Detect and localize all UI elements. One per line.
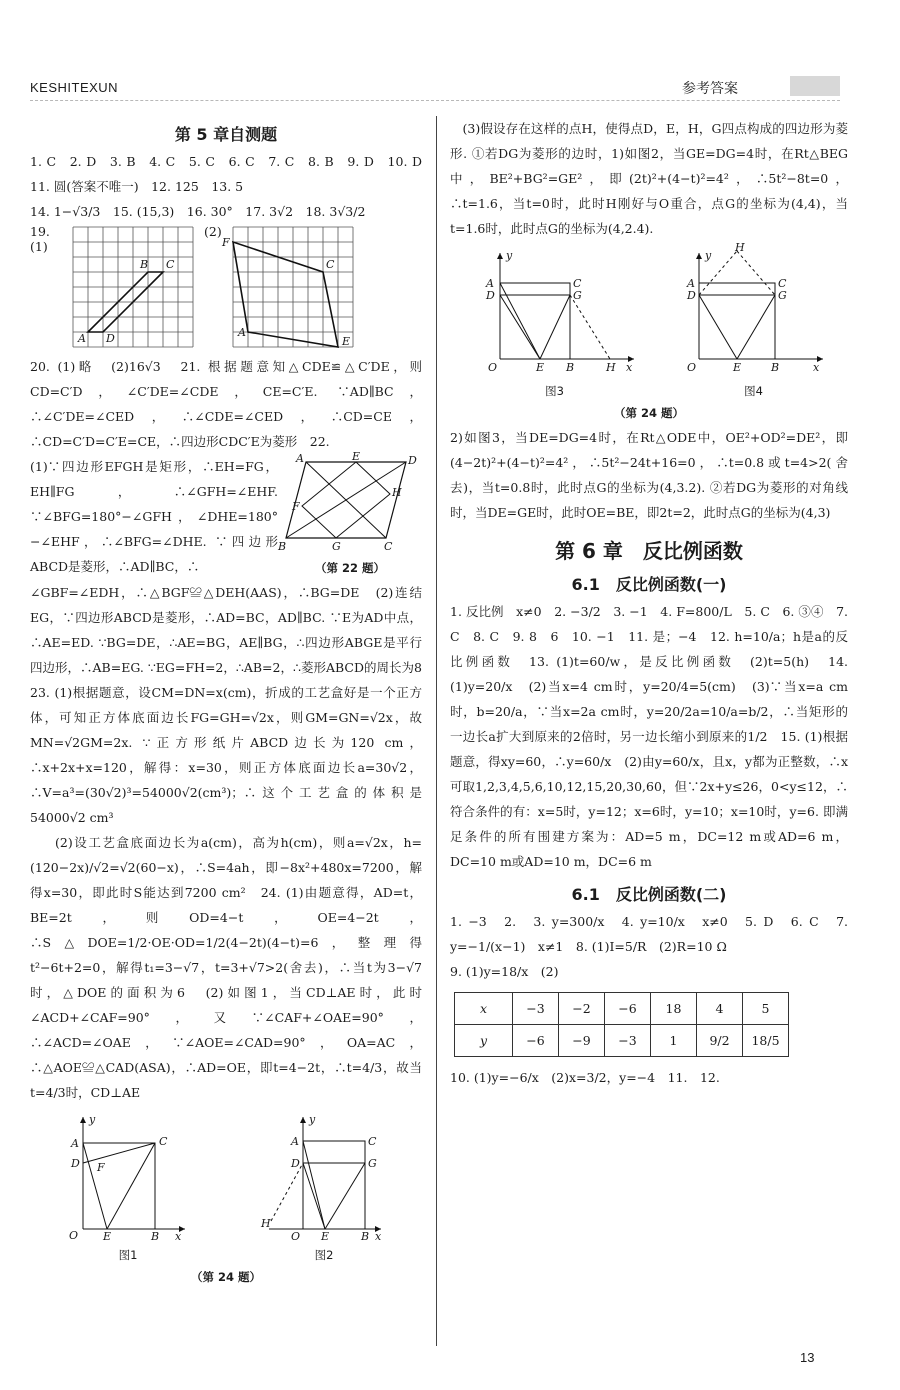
label-C: C bbox=[159, 1135, 168, 1148]
label-y: y bbox=[309, 1113, 316, 1126]
q19b-label: (2) bbox=[204, 224, 222, 239]
answers-14-18: 14. 1−√3/3 15. (15,3) 16. 30° 17. 3√2 18. 3√3/2 bbox=[30, 204, 366, 219]
label-D: D bbox=[408, 454, 417, 467]
label-A: A bbox=[291, 1135, 299, 1148]
table-cell: x bbox=[455, 993, 513, 1025]
label-D: D bbox=[291, 1157, 300, 1170]
table-cell: 4 bbox=[697, 993, 743, 1025]
right-column bbox=[450, 116, 848, 1090]
label-B: B bbox=[770, 361, 779, 374]
label-E: E bbox=[342, 335, 351, 348]
table-cell: 1 bbox=[651, 1025, 697, 1057]
fig2-caption: 图2 bbox=[314, 1248, 334, 1262]
header-title: 参考答案 bbox=[682, 81, 738, 97]
section-6-1-part1-title: 6.1 反比例函数(一) bbox=[571, 575, 727, 594]
fig22-caption: （第 22 题） bbox=[314, 561, 385, 575]
label-E: E bbox=[321, 1230, 330, 1243]
header-tab-decoration bbox=[790, 76, 840, 96]
label-x: x bbox=[625, 361, 632, 374]
label-O: O bbox=[69, 1229, 79, 1242]
left-column bbox=[30, 116, 435, 1289]
label-O: O bbox=[686, 361, 696, 374]
fig24-right-caption: （第 24 题） bbox=[613, 406, 684, 420]
answers-20-22: 20. (1)略 (2)16√3 21. 根据题意知△CDE≌△C′DE，则CD=C′D，∠C′DE=∠CDE，CE=C′E. ∵AD∥BC，∴∠C′DE=∠CED，∴∠CDE=∠CED，∴CD=CE，∴CD=C′D=C′E=CE，∴四边形CDC′E为菱形 22. bbox=[30, 359, 422, 449]
label-C: C bbox=[384, 540, 393, 553]
page-number: 13 bbox=[800, 1350, 815, 1365]
q19-figures bbox=[30, 224, 422, 350]
fig3-caption: 图3 bbox=[545, 384, 564, 398]
section-6-1-part2-title: 6.1 反比例函数(二) bbox=[571, 885, 727, 904]
brand-text: KESHITEXUN bbox=[30, 80, 119, 95]
label-E: E bbox=[103, 1230, 112, 1243]
label-x: x bbox=[375, 1230, 382, 1243]
answer-24-part3-cont: 2)如图3，当DE=DG=4时，在Rt△ODE中，OE²+OD²=DE²，即(4−2t)²+(4−t)²=4²，∴5t²−24t+16=0，∴t=0.8或t=4>2(舍去)，当t=0.8时，此时点G的坐标为(4,3.2). ②若DG为菱形的对角线时，当DE=GE时，此时OE=BE，即2t=2，此时点G的坐标为(4,3) bbox=[450, 430, 848, 520]
q19-grid-figure-1 bbox=[70, 224, 196, 350]
label-A2: A bbox=[238, 326, 246, 339]
label-y: y bbox=[505, 249, 512, 262]
label-F: F bbox=[222, 236, 230, 249]
label-C: C bbox=[572, 277, 581, 290]
label-A: A bbox=[78, 332, 86, 345]
figure-3-wrap bbox=[470, 247, 640, 403]
label-D: D bbox=[106, 332, 115, 345]
label-C: C bbox=[166, 258, 175, 271]
q22-figure-wrap bbox=[278, 450, 422, 580]
table-cell: 18 bbox=[651, 993, 697, 1025]
table-cell: −2 bbox=[559, 993, 605, 1025]
label-E: E bbox=[732, 361, 741, 374]
label-H: H bbox=[734, 241, 745, 254]
label-A: A bbox=[71, 1137, 79, 1150]
label-C: C bbox=[368, 1135, 377, 1148]
figure-4-wrap bbox=[679, 241, 829, 403]
chapter-6-title: 第 6 章 反比例函数 bbox=[555, 539, 743, 563]
label-G: G bbox=[368, 1157, 377, 1170]
header-rule bbox=[30, 100, 840, 101]
page-header bbox=[30, 72, 840, 102]
label-E: E bbox=[535, 361, 544, 374]
figure-1-wrap bbox=[63, 1111, 193, 1267]
label-C: C bbox=[777, 277, 786, 290]
fig24-left-caption: （第 24 题） bbox=[190, 1270, 261, 1284]
q22-figure bbox=[278, 450, 422, 554]
table-cell: 5 bbox=[743, 993, 789, 1025]
figure-2 bbox=[259, 1111, 389, 1241]
label-B: B bbox=[140, 258, 149, 271]
label-G: G bbox=[777, 289, 787, 302]
label-A: A bbox=[485, 277, 494, 290]
label-O: O bbox=[291, 1230, 301, 1243]
label-y: y bbox=[89, 1113, 96, 1126]
label-E: E bbox=[352, 450, 361, 463]
table-row-x bbox=[455, 993, 789, 1025]
label-B: B bbox=[565, 361, 574, 374]
label-B: B bbox=[151, 1230, 160, 1243]
label-B: B bbox=[361, 1230, 370, 1243]
label-A: A bbox=[686, 277, 695, 290]
label-G: G bbox=[572, 289, 582, 302]
answers-1-13: 1. C 2. D 3. B 4. C 5. C 6. C 7. C 8. B 9. D 10. D 11. 圆(答案不唯一) 12. 125 13. 5 bbox=[30, 154, 435, 194]
table-cell: −3 bbox=[605, 1025, 651, 1057]
label-H: H bbox=[261, 1217, 271, 1230]
label-x: x bbox=[175, 1230, 182, 1243]
label-D: D bbox=[686, 289, 696, 302]
table-cell: 9/2 bbox=[697, 1025, 743, 1057]
figure-4 bbox=[679, 241, 829, 377]
label-y: y bbox=[704, 249, 711, 262]
section-6-1-part1-answers: 1. 反比例 x≠0 2. −3/2 3. −1 4. F=800/L 5. C 6. ③④ 7. C 8. C 9. 8 6 10. −1 11. 是；−4 12. h=10/a；h是a的反比例函数 13. (1)t=60/w，是反比例函数 (2)t=5(h) 14. (1)y=20/x (2)当x=4 cm时，y=20/4=5(cm) (3)∵当x=a cm时，b=20/a，∵当x=2a cm时，y=20/2a=10/a=b/2，∴当矩形的一边长a扩大到原来的2倍时，另一边长缩小到原来的1/2 15. (1)根据题意，得xy=60，∴y=60/x (2)由y=60/x，且x，y都为正整数，∴x可取1,2,3,4,5,6,10,12,15,20,30,60，但∵2x+y≤26，0<y≤12，∴符合条件的有：x=5时，y=12；x=6时，y=10；x=10时，y=6. 即满足条件的所有围建方案为：AD=5 m，DC=12 m或AD=6 m，DC=10 m或AD=10 m，DC=6 m bbox=[450, 604, 848, 869]
table-cell: −3 bbox=[513, 993, 559, 1025]
q19-label: 19. (1) bbox=[30, 224, 50, 254]
q22-block bbox=[30, 450, 422, 580]
label-H: H bbox=[392, 486, 402, 499]
label-G: G bbox=[332, 540, 341, 553]
label-H: H bbox=[605, 361, 616, 374]
label-A: A bbox=[296, 452, 304, 465]
fig4-caption: 图4 bbox=[744, 384, 763, 398]
table-cell: −9 bbox=[559, 1025, 605, 1057]
answer-24-part3: (3)假设存在这样的点H，使得点D，E，H，G四点构成的四边形为菱形. ①若DG为菱形的边时，1)如图2，当GE=DG=4时，在Rt△BEG中，BE²+BG²=GE²，即(2t)²+(4−t)²=4²，∴5t²−8t=0，∴t=1.6，当t=0时，此时H刚好与O重合，点G的坐标为(4,4)，当t=1.6时，此时点G的坐标为(4,2.4). bbox=[450, 121, 848, 236]
figure-3 bbox=[470, 247, 640, 377]
table-row-y bbox=[455, 1025, 789, 1057]
label-D: D bbox=[71, 1157, 80, 1170]
answers-22-24: ∠GBF=∠EDH，∴△BGF≌△DEH(AAS)，∴BG=DE (2)连结EG，∵四边形ABCD是菱形，∴AD=BC，AD∥BC. ∵E为AD中点，∴AE=ED. ∵BG=DE，∴AE=BG，AE∥BG，∴四边形ABGE是平行四边形，∴AB=EG. ∵EG=FH=2，∴AB=2，∴菱形ABCD的周长为8 23. (1)根据题意，设CM=DN=x(cm)，折成的工艺盒好是一个正方体，可知正方体底面边长FG=GH=√2x，则GM=GN=√2x，故MN=√2GM=2x. ∵正方形纸片ABCD边长为120 cm，∴x+2x+x=120，解得：x=30，则正方体底面边长a=30√2，∴V=a³=(30√2)³=54000√2(cm³)；∴这个工艺盒的体积是54000√2 cm³ bbox=[30, 585, 435, 825]
label-O: O bbox=[487, 361, 497, 374]
section-6-1-part2-answers: 1. −3 2. 3. y=300/x 4. y=10/x x≠0 5. D 6. C 7. y=−1/(x−1) x≠1 8. (1)I=5/R (2)R=10 Ω bbox=[450, 914, 848, 954]
label-C2: C bbox=[326, 258, 335, 271]
fig1-caption: 图1 bbox=[118, 1248, 138, 1262]
label-F: F bbox=[292, 500, 300, 513]
answer-22-part1: (1)∵四边形EFGH是矩形，∴EH=FG，EH∥FG，∴∠GFH=∠EHF. ∵∠BFG=180°−∠GFH，∠DHE=180°−∠EHF，∴∠BFG=∠DHE. ∵四边形ABCD是菱形，∴AD∥BC，∴ bbox=[30, 459, 278, 574]
label-D: D bbox=[485, 289, 495, 302]
answers-10-12: 10. (1)y=−6/x (2)x=3/2，y=−4 11. 12. bbox=[450, 1070, 720, 1085]
table-cell: −6 bbox=[605, 993, 651, 1025]
label-F: F bbox=[97, 1161, 105, 1174]
answer-9-table bbox=[454, 992, 789, 1057]
label-x: x bbox=[812, 361, 819, 374]
section-title-ch5-test: 第 5 章自测题 bbox=[174, 125, 278, 144]
figure-1 bbox=[63, 1111, 193, 1241]
q24-left-figures bbox=[30, 1111, 422, 1267]
table-cell: −6 bbox=[513, 1025, 559, 1057]
table-cell: y bbox=[455, 1025, 513, 1057]
figure-2-wrap bbox=[259, 1111, 389, 1267]
q19-grid-figure-2 bbox=[222, 224, 356, 350]
column-divider bbox=[436, 116, 437, 1346]
table-cell: 18/5 bbox=[743, 1025, 789, 1057]
label-B: B bbox=[278, 540, 287, 553]
answer-9: 9. (1)y=18/x (2) bbox=[450, 964, 559, 979]
answers-23-24-cont: (2)设工艺盒底面边长为a(cm)，高为h(cm)，则a=√2x，h=(120−2x)/√2=√2(60−x)，∴S=4ah，即−8x²+480x=7200，解得x=30，即此时S能达到7200 cm² 24. (1)由题意得，AD=t，BE=2t，则OD=4−t，OE=4−2t，∴S△DOE=1/2·OE·OD=1/2(4−2t)(4−t)=6，整理得t²−6t+2=0，解得t₁=3−√7，t=3+√7>2(舍去)，∴当t为3−√7时，△DOE的面积为6 (2)如图1，当CD⊥AE时，此时∠ACD+∠CAF=90°，又∵∠CAF+∠OAE=90°，∴∠ACD=∠OAE，∵∠AOE=∠CAD=90°，OA=AC，∴△AOE≌△CAD(ASA)，∴AD=OE，即t=4−2t，∴t=4/3，故当t=4/3时，CD⊥AE bbox=[30, 835, 422, 1100]
q24-right-figures bbox=[450, 241, 848, 403]
